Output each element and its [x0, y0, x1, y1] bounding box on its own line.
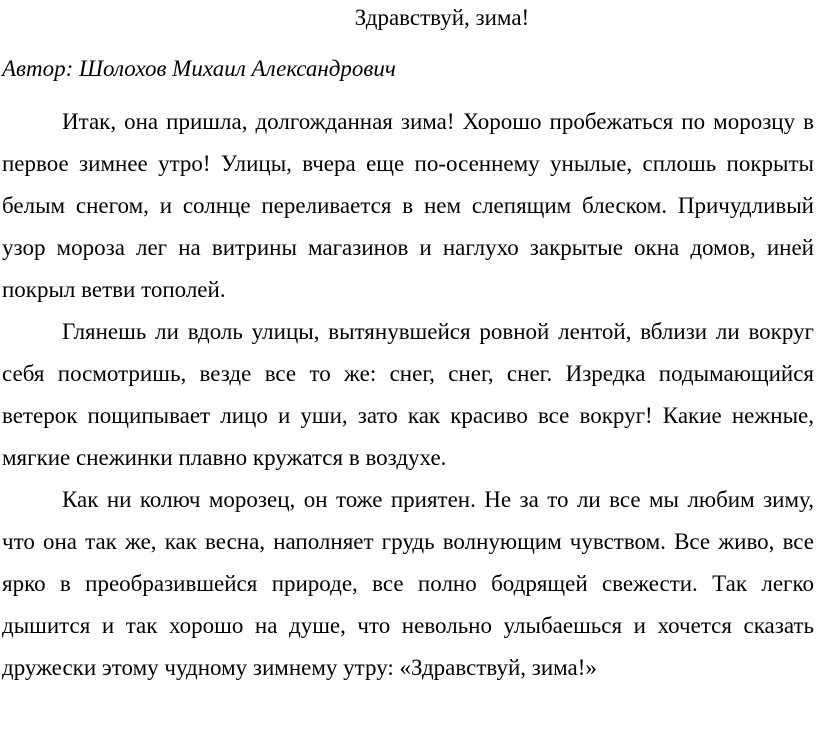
paragraph-3: Как ни колюч морозец, он тоже приятен. Не за то ли все мы любим зиму, что она так же, как весна, наполняет грудь волнующим чувством. Все живо, все ярко в преобразившейся природе, все полно бодрящей свежести. Так легко дышится и так хорошо на душе, что невольно улыбаешься и хочется сказать дружески этому чудному зимнему утру: «Здравствуй, зима!» — [2, 487, 814, 680]
document-author: Автор: Шолохов Михаил Александрович — [2, 56, 396, 81]
document-title: Здравствуй, зима! — [354, 5, 530, 30]
paragraph-2: Глянешь ли вдоль улицы, вытянувшейся ровной лентой, вблизи ли вокруг себя посмотришь, везде все то же: снег, снег, снег. Изредка подымающийся ветерок пощипывает лицо и уши, зато как красиво все вокруг! Какие нежные, мягкие снежинки плавно кружатся в воздухе. — [2, 319, 814, 470]
paragraph-1: Итак, она пришла, долгожданная зима! Хорошо пробежаться по морозцу в первое зимнее утро! Улицы, вчера еще по-осеннему унылые, сплошь покрыты белым снегом, и солнце переливается в нем слепящим блеском. Причудливый узор мороза лег на витрины магазинов и наглухо закрытые окна домов, иней покрыл ветви тополей. — [2, 109, 814, 302]
